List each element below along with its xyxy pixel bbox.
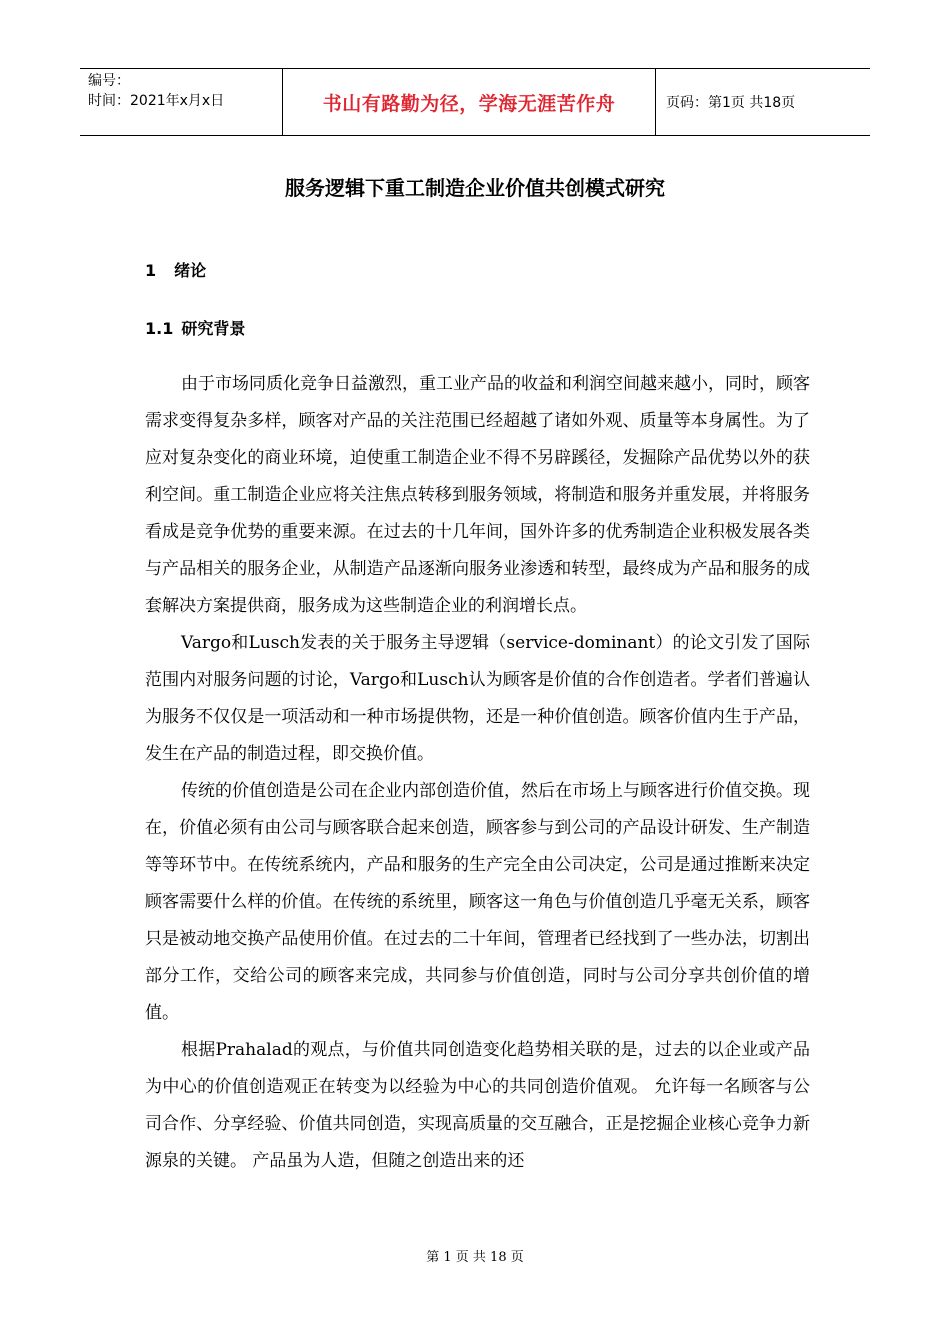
time-label: 时间：2021年x月x日 [88, 93, 225, 109]
document-title: 服务逻辑下重工制造企业价值共创模式研究 [285, 176, 665, 200]
header-motto-cell [282, 69, 656, 135]
paragraph: 传统的价值创造是公司在企业内部创造价值，然后在市场上与顾客进行价值交换。现在，价值必须有由公司与顾客联合起来创造，顾客参与到公司的产品设计研发、生产制造等等环节中。在传统系统内，产品和服务的生产完全由公司决定，公司是通过推断来决定顾客需要什么样的价值。在传统的系统里，顾客这一角色与价值创造几乎毫无关系，顾客只是被动地交换产品使用价值。在过去的二十年间，管理者已经找到了一些办法，切割出部分工作，交给公司的顾客来完成，共同参与价值创造，同时与公司分享共创价值的增值。 [145, 781, 810, 1023]
paragraph: 由于市场同质化竞争日益激烈，重工业产品的收益和利润空间越来越小，同时，顾客需求变得复杂多样，顾客对产品的关注范围已经超越了诸如外观、质量等本身属性。为了应对复杂变化的商业环境，迫使重工制造企业不得不另辟蹊径，发掘除产品优势以外的获利空间。重工制造企业应将关注焦点转移到服务领域，将制造和服务并重发展，并将服务看成是竞争优势的重要来源。在过去的十几年间，国外许多的优秀制造企业积极发展各类与产品相关的服务企业，从制造产品逐渐向服务业渗透和转型，最终成为产品和服务的成套解决方案提供商，服务成为这些制造企业的利润增长点。 [145, 374, 810, 616]
page-footer: 第 1 页 共 18 页 [426, 1250, 524, 1265]
subsection-title: 研究背景 [181, 319, 246, 338]
header-meta [80, 69, 282, 135]
paragraph: 根据Prahalad的观点，与价值共同创造变化趋势相关联的是，过去的以企业或产品为中心的价值创造观正在转变为以经验为中心的共同创造价值观。 允许每一名顾客与公司合作、分享经验、价值共同创造，实现高质量的交互融合，正是挖掘企业核心竞争力新源泉的关键。 产品虽为人造，但随之创造出来的还 [145, 1040, 810, 1171]
page-info-text: 页码：第1页 共18页 [666, 95, 796, 111]
section-title: 绪论 [174, 261, 207, 280]
page-header [80, 68, 870, 136]
subsection-heading [145, 316, 245, 339]
paragraph: Vargo和Lusch发表的关于服务主导逻辑（service-dominant）的论文引发了国际范围内对服务问题的讨论，Vargo和Lusch认为顾客是价值的合作创造者。学者们普遍认为服务不仅仅是一项活动和一种市场提供物，还是一种价值创造。顾客价值内生于产品，发生在产品的制造过程，即交换价值。 [145, 633, 810, 764]
number-label: 编号： [88, 73, 130, 89]
section-heading [145, 258, 206, 281]
body-text [145, 366, 810, 1180]
subsection-number: 1.1 [145, 319, 174, 338]
motto-text: 书山有路勤为径，学海无涯苦作舟 [322, 92, 616, 115]
section-number: 1 [145, 261, 157, 280]
header-page-info [656, 69, 870, 135]
